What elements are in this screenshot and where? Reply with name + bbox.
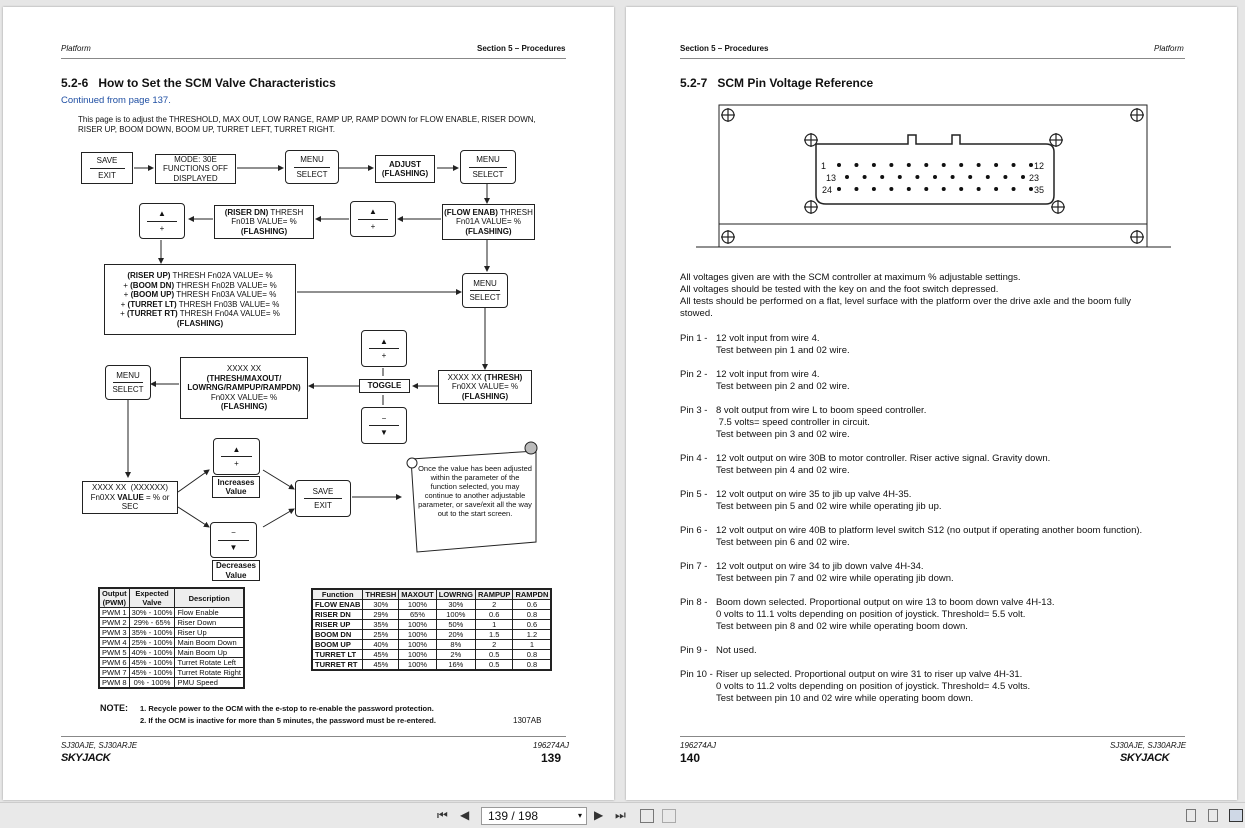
connector-pin xyxy=(1003,175,1007,179)
menu-select-box-3: MENU SELECT xyxy=(462,273,508,308)
pin-description-line: Test between pin 6 and 02 wire. xyxy=(716,537,850,548)
pin-24-label: 24 xyxy=(822,185,833,195)
connector-pin xyxy=(889,163,893,167)
table-cell: 20% xyxy=(436,630,475,640)
table-cell: Riser Down xyxy=(175,618,244,628)
table-cell: 35% - 100% xyxy=(129,628,175,638)
function-list-line: + (TURRET RT) THRESH Fn04A VALUE= % xyxy=(120,309,280,318)
table-cell: 2% xyxy=(436,650,475,660)
footer-doc: 196274AJ xyxy=(533,741,570,750)
table-row xyxy=(99,648,244,658)
footer-model: SJ30AJE, SJ30ARJE xyxy=(1110,741,1187,750)
connector-pin xyxy=(1029,163,1033,167)
table-cell: 0.6 xyxy=(513,620,551,630)
table-cell: 40% xyxy=(363,640,399,650)
table-row xyxy=(99,638,244,648)
table-cell: 1.5 xyxy=(475,630,513,640)
table-cell: 0.5 xyxy=(475,650,513,660)
connector-pin xyxy=(1021,175,1025,179)
pin-label: Pin 7 - xyxy=(680,561,708,572)
pin-label: Pin 6 - xyxy=(680,525,708,536)
mode-box: MODE: 30E FUNCTIONS OFF DISPLAYED xyxy=(155,154,236,184)
pin-description-line: 12 volt output on wire 34 to jib down valve 4H-34. xyxy=(716,561,924,572)
table-cell: 100% xyxy=(399,640,437,650)
connector-pin xyxy=(924,163,928,167)
function-list-line: + (TURRET LT) THRESH Fn03B VALUE= % xyxy=(120,299,280,309)
connector-pin xyxy=(942,163,946,167)
table-row xyxy=(312,610,551,620)
connector-pin xyxy=(854,187,858,191)
left-page xyxy=(3,7,614,800)
table-header: THRESH xyxy=(363,589,399,600)
previous-page-icon[interactable]: ◀ xyxy=(460,808,470,822)
pin-description-line: Boom down selected. Proportional output on wire 13 to boom down valve 4H-13. xyxy=(716,597,1055,608)
table-cell: 0.6 xyxy=(475,610,513,620)
pin-label: Pin 4 - xyxy=(680,453,708,464)
table-cell: 0.8 xyxy=(513,660,551,671)
pin-label: Pin 9 - xyxy=(680,645,708,656)
connector-pin xyxy=(977,187,981,191)
pin-label: Pin 1 - xyxy=(680,333,708,344)
pin-description-line: 12 volt output on wire 30B to motor controller. Riser active signal. Gravity down. xyxy=(716,453,1051,464)
pin-description-line: 8 volt output from wire L to boom speed controller. xyxy=(716,405,927,416)
table-row xyxy=(312,660,551,671)
menu-select-box-1: MENU SELECT xyxy=(285,150,339,184)
pin-description-line: Test between pin 4 and 02 wire. xyxy=(716,465,850,476)
header-right: Platform xyxy=(1154,44,1184,53)
table-cell: 45% - 100% xyxy=(129,668,175,678)
page-number: 140 xyxy=(680,751,701,765)
section-title: 5.2-7 SCM Pin Voltage Reference xyxy=(680,76,874,90)
connector-pin xyxy=(1029,187,1033,191)
table-cell: BOOM DN xyxy=(312,630,363,640)
function-list-box: (RISER UP) THRESH Fn02A VALUE= % + (BOOM DN) THRESH Fn02B VALUE= % + (BOOM UP) THRESH Fn03A VALUE= % + (TURRET LT) THRESH Fn03B VALUE= % + (TURRET RT) THRESH Fn04A VALUE= % (FLASHING) xyxy=(104,264,296,335)
connector-pin xyxy=(951,175,955,179)
intro-line: All voltages given are with the SCM controller at maximum % adjustable settings. xyxy=(680,272,1021,283)
minus-down-button: − ▼ xyxy=(361,407,407,444)
table-row xyxy=(99,628,244,638)
intro-text: This page is to adjust the THRESHOLD, MAX OUT, LOW RANGE, RAMP UP, RAMP DOWN for FLOW ENABLE, RISER DOWN, RISER UP, BOOM DOWN, BOOM UP, TURRET LEFT, TURRET RIGHT. xyxy=(78,115,536,134)
function-list-line: (RISER UP) THRESH Fn02A VALUE= % xyxy=(127,271,273,280)
table-header: Expected Valve xyxy=(129,588,175,608)
pin-entry xyxy=(680,489,942,513)
pin-35-label: 35 xyxy=(1034,185,1045,195)
increases-value-label: Increases Value xyxy=(212,476,260,498)
pin-entry xyxy=(680,453,1050,477)
table-row xyxy=(99,678,244,689)
pwm-table xyxy=(98,587,245,689)
pin-1-label: 1 xyxy=(821,161,827,171)
table-cell: 100% xyxy=(436,610,475,620)
table-cell: 100% xyxy=(399,600,437,610)
first-page-icon[interactable]: ⏮ xyxy=(437,808,448,822)
footer-rule xyxy=(680,736,1185,737)
decrease-button: − ▼ xyxy=(210,522,257,558)
pin-description-line: 0 volts to 11.1 volts depending on position of joystick. Threshold= 5.5 volt. xyxy=(716,609,1026,620)
last-page-icon[interactable]: ⏭ xyxy=(615,808,626,822)
menu-select-box-2: MENU SELECT xyxy=(460,150,516,184)
table-cell: PWM 1 xyxy=(99,608,129,618)
table-cell: 100% xyxy=(399,620,437,630)
table-cell: 0.8 xyxy=(513,650,551,660)
skyjack-logo: SKYJACK xyxy=(61,752,111,764)
pin-entry xyxy=(680,333,850,357)
table-cell: 100% xyxy=(399,650,437,660)
connector-pin xyxy=(872,163,876,167)
pin-description-line: Test between pin 7 and 02 wire while operating jib down. xyxy=(716,573,954,584)
table-cell: 0.6 xyxy=(513,600,551,610)
footer-doc: 196274AJ xyxy=(680,741,717,750)
table-row xyxy=(99,668,244,678)
pin-label: Pin 10 - xyxy=(680,669,713,680)
parameter-box: XXXX XX (THRESH/MAXOUT/ LOWRNG/RAMPUP/RAMPDN) Fn0XX VALUE= % (FLASHING) xyxy=(180,357,308,419)
pin-description-line: 12 volt input from wire 4. xyxy=(716,369,820,380)
header-left: Platform xyxy=(61,44,91,53)
pin-description-line: Test between pin 8 and 02 wire while operating boom down. xyxy=(716,621,968,632)
pin-entry xyxy=(680,645,757,657)
connector-pin xyxy=(872,187,876,191)
increase-button: ▲ + xyxy=(213,438,260,475)
connector-pin xyxy=(968,175,972,179)
up-plus-button-1: ▲ + xyxy=(350,201,396,237)
table-header: MAXOUT xyxy=(399,589,437,600)
pin-description-line: 0 volts to 11.2 volts depending on position of joystick. Threshold= 4.5 volts. xyxy=(716,681,1031,692)
pin-description-line: Test between pin 2 and 02 wire. xyxy=(716,381,850,392)
table-cell: 16% xyxy=(436,660,475,671)
adjust-box: ADJUST (FLASHING) xyxy=(375,155,435,183)
table-cell: 29% - 65% xyxy=(129,618,175,628)
copy-icon[interactable] xyxy=(640,809,654,823)
note-1: 1. Recycle power to the OCM with the e-stop to re-enable the password protection. xyxy=(140,704,434,713)
table-cell: PWM 6 xyxy=(99,658,129,668)
skyjack-logo: SKYJACK xyxy=(1120,752,1170,764)
table-cell: Riser Up xyxy=(175,628,244,638)
function-list-line: + (BOOM DN) THRESH Fn02B VALUE= % xyxy=(123,280,277,290)
pin-description-line: Test between pin 1 and 02 wire. xyxy=(716,345,850,356)
table-cell: BOOM UP xyxy=(312,640,363,650)
pin-entry xyxy=(680,369,850,393)
table-cell: 0.5 xyxy=(475,660,513,671)
connector-pin xyxy=(1012,163,1016,167)
compare-icon[interactable] xyxy=(662,809,676,823)
table-cell: TURRET RT xyxy=(312,660,363,671)
intro-line: All voltages should be tested with the key on and the foot switch depressed. xyxy=(680,284,999,295)
function-list-line: + (BOOM UP) THRESH Fn03A VALUE= % xyxy=(123,290,277,299)
up-plus-button-3: ▲ + xyxy=(361,330,407,367)
table-cell: 1 xyxy=(475,620,513,630)
table-row xyxy=(312,650,551,660)
connector-pin xyxy=(889,187,893,191)
single-page-view-icon[interactable] xyxy=(1186,809,1196,822)
page-number-input[interactable] xyxy=(481,807,587,825)
connector-pin xyxy=(994,187,998,191)
function-table xyxy=(311,588,552,671)
table-row xyxy=(312,600,551,610)
pin-entry xyxy=(680,561,954,585)
table-header: Function xyxy=(312,589,363,600)
pin-description-line: 12 volt output on wire 40B to platform level switch S12 (no output if operating another boom function). xyxy=(716,525,1143,536)
connector-pin xyxy=(845,175,849,179)
continuous-view-icon[interactable] xyxy=(1208,809,1218,822)
table-header: LOWRNG xyxy=(436,589,475,600)
footer-model: SJ30AJE, SJ30ARJE xyxy=(61,741,138,750)
pin-entry xyxy=(680,669,1030,705)
pin-description-line: Not used. xyxy=(716,645,757,656)
mounting-hole xyxy=(1130,230,1144,244)
intro-block xyxy=(680,272,1131,320)
connector-pin xyxy=(915,175,919,179)
table-cell: PWM 5 xyxy=(99,648,129,658)
table-cell: 1.2 xyxy=(513,630,551,640)
two-page-view-icon[interactable] xyxy=(1229,809,1243,822)
connector-pin xyxy=(863,175,867,179)
pin-label: Pin 3 - xyxy=(680,405,708,416)
table-cell: Turret Rotate Right xyxy=(175,668,244,678)
connector-pin xyxy=(924,187,928,191)
table-cell: 100% xyxy=(399,630,437,640)
table-row xyxy=(99,658,244,668)
table-cell: 0% - 100% xyxy=(129,678,175,689)
intro-line: stowed. xyxy=(680,308,713,319)
pin-entry xyxy=(680,525,1142,549)
chevron-down-icon[interactable]: ▾ xyxy=(577,811,582,820)
save-exit-box: SAVE EXIT xyxy=(81,152,133,184)
connector-pin xyxy=(959,163,963,167)
toggle-box: TOGGLE xyxy=(359,379,410,393)
table-cell: FLOW ENAB xyxy=(312,600,363,610)
table-row xyxy=(99,618,244,628)
scm-connector-drawing xyxy=(626,7,1237,267)
pin-entry xyxy=(680,405,926,441)
intro-line: All tests should be performed on a flat, level surface with the platform over the drive axle and the boom fully xyxy=(680,296,1131,307)
pin-label: Pin 8 - xyxy=(680,597,708,608)
table-cell: Flow Enable xyxy=(175,608,244,618)
page-display: 139 / 198 xyxy=(488,809,539,823)
table-cell: RISER UP xyxy=(312,620,363,630)
scroll-note-text: Once the value has been adjusted within the parameter of the function selected, you may continue to another adjustable parameter, or save/exit all the way out to the start screen. xyxy=(418,464,532,518)
table-cell: Main Boom Up xyxy=(175,648,244,658)
table-cell: 45% - 100% xyxy=(129,658,175,668)
table-cell: PWM 4 xyxy=(99,638,129,648)
header-left: Section 5 – Procedures xyxy=(680,44,769,53)
table-cell: 45% xyxy=(363,660,399,671)
pin-description-line: 12 volt output on wire 35 to jib up valve 4H-35. xyxy=(716,489,912,500)
connector-pin xyxy=(898,175,902,179)
table-cell: 30% xyxy=(363,600,399,610)
table-cell: 8% xyxy=(436,640,475,650)
pin-description-line: 7.5 volts= speed controller in circuit. xyxy=(716,417,870,428)
connector-pin xyxy=(907,163,911,167)
table-cell: PWM 7 xyxy=(99,668,129,678)
table-cell: 2 xyxy=(475,640,513,650)
pin-description-line: Test between pin 10 and 02 wire while operating boom down. xyxy=(716,693,974,704)
connector-pin xyxy=(986,175,990,179)
table-cell: 30% xyxy=(436,600,475,610)
table-header: Description xyxy=(175,588,244,608)
connector-pin xyxy=(942,187,946,191)
table-cell: 45% xyxy=(363,650,399,660)
mounting-hole xyxy=(1130,108,1144,122)
table-cell: PWM 8 xyxy=(99,678,129,689)
mounting-hole xyxy=(721,230,735,244)
continued-link[interactable]: Continued from page 137. xyxy=(61,95,171,106)
connector-pin xyxy=(837,163,841,167)
mounting-hole xyxy=(804,200,818,214)
note-2: 2. If the OCM is inactive for more than 5 minutes, the password must be re-entered. xyxy=(140,716,436,725)
mounting-hole xyxy=(721,108,735,122)
connector-pin xyxy=(907,187,911,191)
table-cell: 25% xyxy=(363,630,399,640)
connector-pin xyxy=(837,187,841,191)
table-row xyxy=(312,640,551,650)
figure-id: 1307AB xyxy=(513,716,542,725)
pin-12-label: 12 xyxy=(1034,161,1045,171)
table-cell: 65% xyxy=(399,610,437,620)
pin-entry xyxy=(680,597,1055,633)
table-cell: 1 xyxy=(513,640,551,650)
connector-pin xyxy=(1012,187,1016,191)
table-cell: Turret Rotate Left xyxy=(175,658,244,668)
connector-pin xyxy=(933,175,937,179)
pin-label: Pin 2 - xyxy=(680,369,708,380)
up-plus-button-2: ▲ + xyxy=(139,203,185,239)
page-number: 139 xyxy=(541,751,562,765)
table-cell: 2 xyxy=(475,600,513,610)
table-cell: 100% xyxy=(399,660,437,671)
flow-enab-box: (FLOW ENAB) THRESH Fn01A VALUE= % (FLASHING) xyxy=(442,204,535,240)
connector-pin xyxy=(977,163,981,167)
table-row xyxy=(312,620,551,630)
table-cell: 25% - 100% xyxy=(129,638,175,648)
connector-pin xyxy=(994,163,998,167)
pin-label: Pin 5 - xyxy=(680,489,708,500)
pin-description-line: Test between pin 3 and 02 wire. xyxy=(716,429,850,440)
table-cell: 0.8 xyxy=(513,610,551,620)
pin-description-line: Riser up selected. Proportional output on wire 31 to riser up valve 4H-31. xyxy=(716,669,1023,680)
table-cell: 40% - 100% xyxy=(129,648,175,658)
table-cell: PWM 2 xyxy=(99,618,129,628)
note-label: NOTE: xyxy=(100,703,128,713)
connector-pin xyxy=(880,175,884,179)
header-right: Section 5 – Procedures xyxy=(477,44,566,53)
table-header: RAMPDN xyxy=(513,589,551,600)
pin-description-line: 12 volt input from wire 4. xyxy=(716,333,820,344)
table-row xyxy=(312,630,551,640)
decreases-value-label: Decreases Value xyxy=(212,560,260,581)
table-header: Output (PWM) xyxy=(99,588,129,608)
final-value-box: XXXX XX (XXXXXX) Fn0XX VALUE = % or SEC xyxy=(82,481,178,514)
connector-pin xyxy=(959,187,963,191)
connector-pin xyxy=(854,163,858,167)
table-cell: TURRET LT xyxy=(312,650,363,660)
thresh-box: XXXX XX (THRESH) Fn0XX VALUE= % (FLASHING) xyxy=(438,370,532,404)
function-list-lines xyxy=(120,271,280,319)
table-cell: 35% xyxy=(363,620,399,630)
table-cell: RISER DN xyxy=(312,610,363,620)
menu-select-box-4: MENU SELECT xyxy=(105,365,151,400)
table-cell: Main Boom Down xyxy=(175,638,244,648)
table-cell: PWM 3 xyxy=(99,628,129,638)
save-exit-box-2: SAVE EXIT xyxy=(295,480,351,517)
section-title: 5.2-6 How to Set the SCM Valve Characteristics xyxy=(61,76,336,90)
right-page xyxy=(626,7,1237,800)
footer-rule xyxy=(61,736,566,737)
pin-description-line: Test between pin 5 and 02 wire while operating jib up. xyxy=(716,501,942,512)
table-cell: PMU Speed xyxy=(175,678,244,689)
table-cell: 30% - 100% xyxy=(129,608,175,618)
table-cell: 29% xyxy=(363,610,399,620)
mounting-hole xyxy=(1051,200,1065,214)
riser-dn-box: (RISER DN) THRESH Fn01B VALUE= % (FLASHING) xyxy=(214,205,314,239)
pin-13-label: 13 xyxy=(826,173,837,183)
next-page-icon[interactable]: ▶ xyxy=(594,808,604,822)
table-row xyxy=(99,608,244,618)
viewer-toolbar xyxy=(0,802,1245,828)
table-cell: 50% xyxy=(436,620,475,630)
table-header: RAMPUP xyxy=(475,589,513,600)
pin-23-label: 23 xyxy=(1029,173,1040,183)
